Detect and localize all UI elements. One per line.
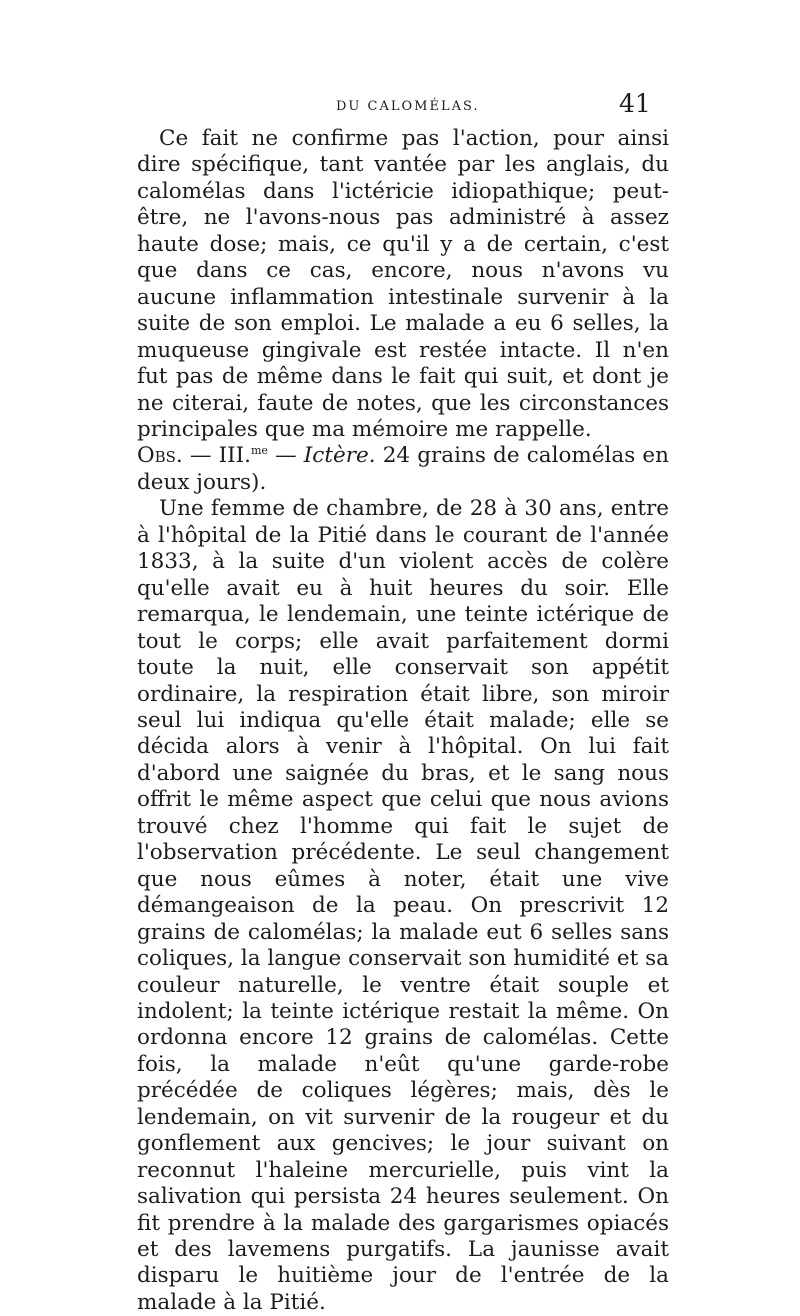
observation-number-sup: me — [250, 444, 268, 458]
page-number: 41 — [619, 89, 651, 118]
observation-title: Ictère. — [303, 443, 376, 469]
observation-label: Obs. — [137, 443, 183, 469]
observation-number: III. — [218, 443, 251, 469]
observation-heading — [137, 443, 669, 496]
paragraph-1: Ce fait ne confirme pas l'action, pour ainsi dire spécifique, tant vantée par les anglais, du calomélas dans l'ictéricie idiopathique; peut-être, ne l'avons-nous pas administré à assez haute dose; mais, ce qu'il y a de certain, c'est que dans ce cas, encore, nous n'avons vu aucune inflammation intestinale survenir à la suite de son emploi. Le malade a eu 6 selles, la muqueuse gingivale est restée intacte. Il n'en fut pas de même dans le fait qui suit, et dont je ne citerai, faute de notes, que les circonstances principales que ma mémoire me rappelle. — [137, 126, 669, 442]
paragraph-2: Une femme de chambre, de 28 à 30 ans, entre à l'hôpital de la Pitié dans le courant de l'année 1833, à la suite d'un violent accès de colère qu'elle avait eu à huit heures du soir. Elle remarqua, le lendemain, une teinte ictérique de tout le corps; elle avait parfaitement dormi toute la nuit, elle conservait son appétit ordinaire, la respiration était libre, son miroir seul lui indiqua qu'elle était malade; elle se décida alors à venir à l'hôpital. On lui fait d'abord une saignée du bras, et le sang nous offrit le même aspect que celui que nous avions trouvé chez l'homme qui fait le sujet de l'observation précédente. Le seul changement que nous eûmes à noter, était une vive démangeaison de la peau. On prescrivit 12 grains de calomélas; la malade eut 6 selles sans coliques, la langue conservait son humidité et sa couleur naturelle, le ventre était souple et indolent; la teinte ictérique restait la même. On ordonna encore 12 grains de calomélas. Cette fois, la malade n'eût qu'une garde-robe précédée de coliques légères; mais, dès le lendemain, on vit survenir de la rougeur et du gonflement aux gencives; le jour suivant on reconnut l'haleine mercurielle, puis vint la salivation qui persista 24 heures seulement. On fit prendre à la malade des gargarismes opiacés et des lavemens purgatifs. La jaunisse avait disparu le huitième jour de l'entrée de la malade à la Pitié. — [137, 496, 669, 1315]
page-header — [0, 89, 800, 127]
observation-rest: 24 grains de calomélas en deux jours). — [137, 443, 669, 495]
observation-dash-1: — — [182, 443, 219, 469]
observation-dash-2: — — [267, 443, 304, 469]
body-text — [137, 126, 669, 1316]
running-head: DU CALOMÉLAS. — [336, 99, 480, 114]
